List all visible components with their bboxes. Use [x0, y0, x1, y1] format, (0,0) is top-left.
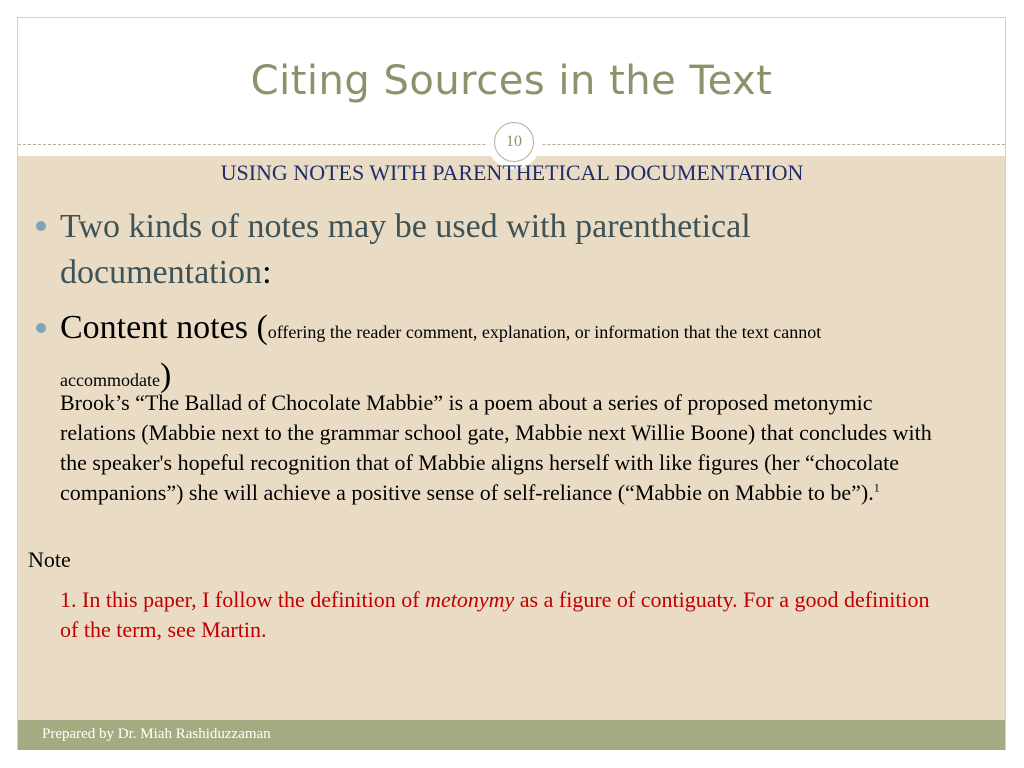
footnote-marker: 1 — [873, 480, 880, 495]
bullet-colon: : — [262, 254, 272, 291]
bullet-item — [36, 204, 936, 296]
bullet-dot-icon — [36, 221, 46, 231]
example-paragraph — [60, 388, 950, 508]
note-text-after: as a figure of contiguaty. For a good definition of the term, see Martin. — [60, 587, 930, 642]
slide-number: 10 — [494, 122, 534, 162]
content-notes-label: Content notes — [60, 309, 248, 346]
section-heading: USING NOTES WITH PARENTHETICAL DOCUMENTATION — [220, 160, 804, 185]
bullet-dot-icon — [36, 323, 46, 333]
bullet-text-main: Two kinds of notes may be used with parenthetical documentation — [60, 208, 751, 291]
note-text-before: 1. In this paper, I follow the definition of — [60, 587, 426, 612]
footer-text: Prepared by Dr. Miah Rashiduzzaman — [42, 726, 271, 742]
bullet-text — [60, 204, 936, 296]
content-notes-detail: offering the reader comment, explanation, or information that the text cannot accommodate — [60, 322, 822, 390]
example-paragraph-text: Brook’s “The Ballad of Chocolate Mabbie” is a poem about a series of proposed metonymic relations (Mabbie next to the grammar school gate, Mabbie next Willie Boone) that concludes with the speaker's hopeful recognition that of Mabbie aligns herself with like figures (her “chocolate companions”) she will achieve a positive sense of self-reliance (“Mabbie on Mabbie to be”). — [60, 390, 932, 505]
note-label: Note — [28, 547, 71, 572]
note-text — [60, 585, 950, 645]
footer-bar — [18, 720, 1005, 750]
note-text-italic: metonymy — [425, 587, 515, 612]
paren-close: ) — [159, 357, 172, 394]
paren-open: ( — [256, 309, 268, 346]
slide-title: Citing Sources in the Text — [250, 58, 773, 104]
